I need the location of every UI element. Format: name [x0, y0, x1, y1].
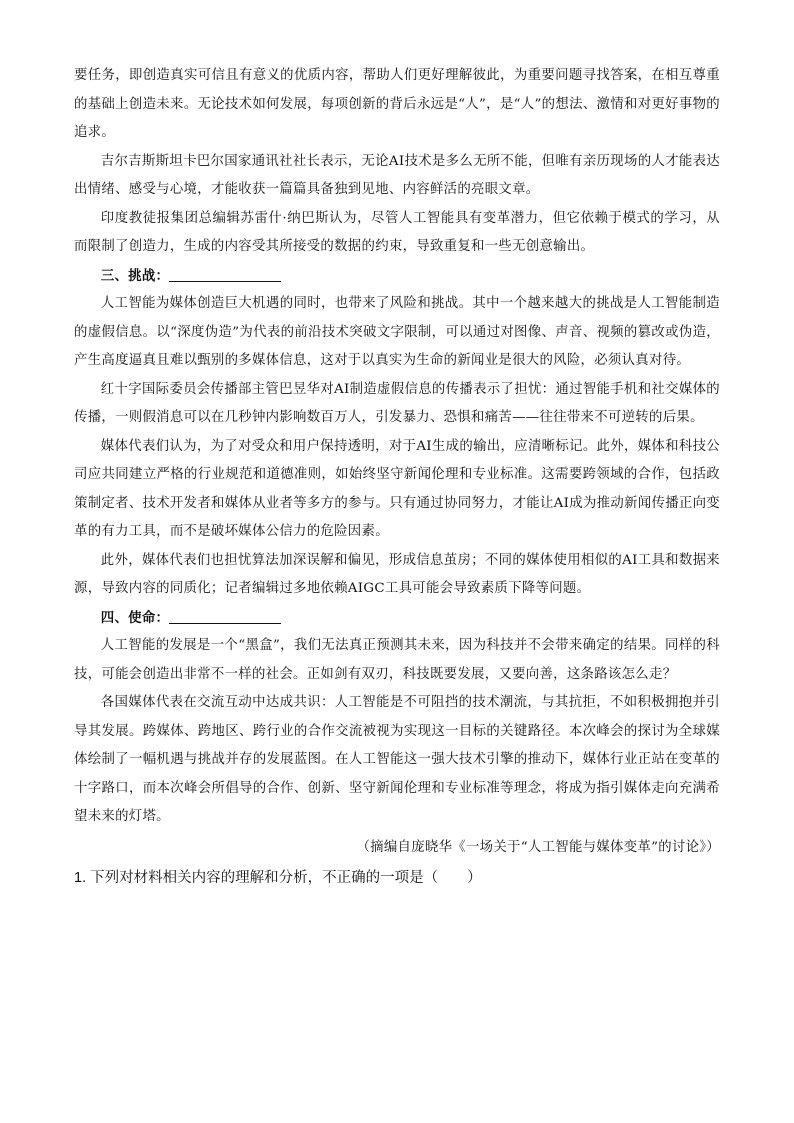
section-heading-mission	[74, 604, 720, 633]
paragraph-consensus: 各国媒体代表在交流互动中达成共识：人工智能是不可阻挡的技术潮流，与其抗拒，不如积极拥抱并引导其发展。跨媒体、跨地区、跨行业的合作交流被视为实现这一目标的关键路径。本次峰会的探讨为全球媒体绘制了一幅机遇与挑战并存的发展蓝图。在人工智能这一强大技术引擎的推动下，媒体行业正站在变革的十字路口，而本次峰会所倡导的合作、创新、坚守新闻伦理和专业标准等理念，将成为指引媒体走向充满希望未来的灯塔。	[74, 695, 720, 824]
fill-blank-challenge[interactable]	[169, 267, 281, 282]
paragraph-challenge-intro: 人工智能为媒体创造巨大机遇的同时，也带来了风险和挑战。其中一个越来越大的挑战是人工智能制造的虚假信息。以“深度伪造”为代表的前沿技术突破文字限制，可以通过对图像、声音、视频的篡改或伪造，产生高度逼真且难以甄别的多媒体信息，这对于以真实为生命的新闻业是很大的风险，必须认真对待。	[74, 296, 720, 368]
fill-blank-mission[interactable]	[169, 609, 281, 624]
paragraph-continuation: 要任务，即创造真实可信且有意义的优质内容，帮助人们更好理解彼此，为重要问题寻找答案，在相互尊重的基础上创造未来。无论技术如何发展，每项创新的背后永远是“人”，是“人”的想法、激情和对更好事物的追求。	[74, 68, 720, 140]
source-citation: （摘编自庞晓华《一场关于“人工智能与媒体变革”的讨论》）	[356, 839, 720, 855]
section-heading-challenge	[74, 262, 720, 291]
paragraph-red-cross: 红十字国际委员会传播部主管巴昱华对AI制造虚假信息的传播表示了担忧：通过智能手机和社交媒体的传播，一则假消息可以在几秒钟内影响数百万人，引发暴力、恐惧和痛苦——往往带来不可逆转的后果。	[74, 381, 720, 425]
paragraph-hindu-group: 印度教徒报集团总编辑苏雷什·纳巴斯认为，尽管人工智能具有变革潜力，但它依赖于模式的学习，从而限制了创造力，生成的内容受其所接受的数据的约束，导致重复和一些无创意输出。	[74, 210, 720, 254]
section-heading-challenge-label: 三、挑战：	[100, 267, 170, 284]
document-page	[74, 62, 720, 892]
question-1: 1. 下列对材料相关内容的理解和分析，不正确的一项是（ ）	[74, 869, 482, 886]
paragraph-algorithm-bias: 此外，媒体代表们也担忧算法加深误解和偏见，形成信息茧房；不同的媒体使用相似的AI工具和数据来源，导致内容的同质化；记者编辑过多地依赖AIGC工具可能会导致素质下降等问题。	[74, 552, 720, 596]
paragraph-black-box: 人工智能的发展是一个“黑盒”，我们无法真正预测其未来，因为科技并不会带来确定的结果。同样的科技，可能会创造出非常不一样的社会。正如剑有双刃，科技既要发展，又要向善，这条路该怎么走？	[74, 638, 720, 682]
paragraph-media-transparency: 媒体代表们认为，为了对受众和用户保持透明，对于AI生成的输出，应清晰标记。此外，媒体和科技公司应共同建立严格的行业规范和道德准则，如始终坚守新闻伦理和专业标准。这需要跨领域的合作，包括政策制定者、技术开发者和媒体从业者等多方的参与。只有通过协同努力，才能让AI成为推动新闻传播正向变革的有力工具，而不是破坏媒体公信力的危险因素。	[74, 438, 720, 539]
section-heading-mission-label: 四、使命：	[100, 609, 170, 626]
paragraph-kyrgyz-agency: 吉尔吉斯斯坦卡巴尔国家通讯社社长表示，无论AI技术是多么无所不能，但唯有亲历现场的人才能表达出情绪、感受与心境，才能收获一篇篇具备独到见地、内容鲜活的亮眼文章。	[74, 153, 720, 197]
